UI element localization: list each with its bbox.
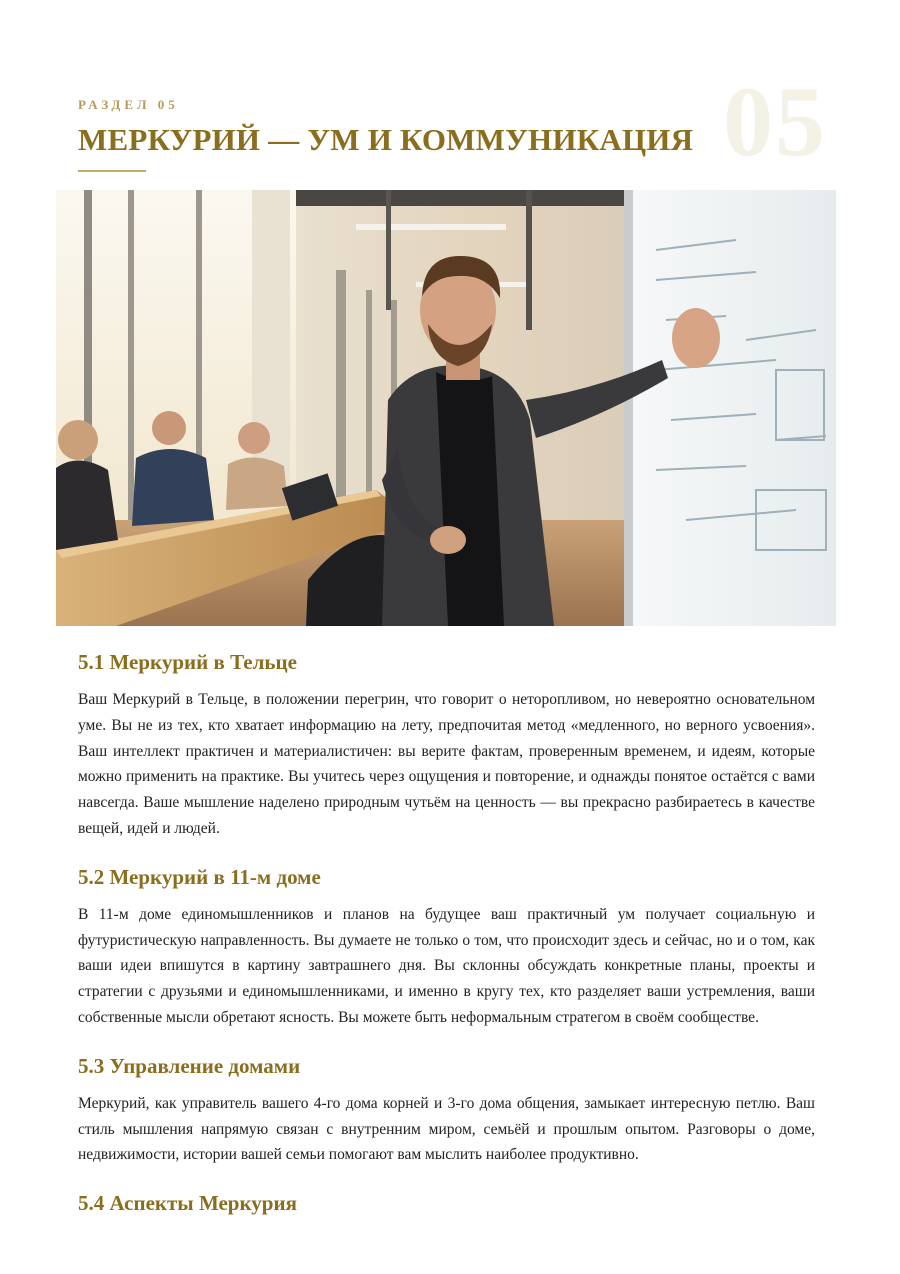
section-number-watermark: 05 — [723, 66, 827, 177]
section-5-2 — [78, 863, 815, 1031]
main-content — [78, 648, 815, 1238]
section-paragraph: В 11-м доме единомышленников и планов на будущее ваш практичный ум получает социальную и футуристическую направленность. Вы думаете не только о том, что происходит здесь и сейчас, но и о том, как ваши идеи впишутся в картину завтрашнего дня. Вы склонны обсуждать конкретные планы, проекты и стратегии с друзьями и единомышленниками, и именно в кругу тех, кто разделяет ваши устремления, ваши собственные мысли обретают ясность. Вы можете быть неформальным стратегом в своём сообществе. — [78, 905, 815, 1026]
page-title: МЕРКУРИЙ — УМ И КОММУНИКАЦИЯ — [78, 122, 694, 157]
section-heading: 5.1 Меркурий в Тельце — [78, 650, 297, 674]
title-underline — [78, 170, 146, 172]
section-heading: 5.3 Управление домами — [78, 1053, 301, 1078]
section-heading: 5.4 Аспекты Меркурия — [78, 1191, 297, 1216]
section-5-1 — [78, 648, 815, 842]
section-kicker: РАЗДЕЛ 05 — [78, 97, 179, 112]
section-paragraph: Меркурий, как управитель вашего 4-го дома корней и 3-го дома общения, замыкает интересную петлю. Ваш стиль мышления напрямую связан с внутренним миром, семьёй и прошлым опытом. Разговоры о доме, недвижимости, истории вашей семьи помогают вам мыслить наиболее продуктивно. — [78, 1094, 815, 1164]
section-heading: 5.2 Меркурий в 11-м доме — [78, 864, 321, 889]
section-5-3 — [78, 1052, 815, 1168]
hero-image — [56, 190, 836, 626]
office-presentation-illustration — [56, 190, 836, 626]
section-paragraph: Ваш Меркурий в Тельце, в положении перегрин, что говорит о неторопливом, но невероятно основательном уме. Вы не из тех, кто хватает информацию на лету, предпочитая метод «медленного, но верного усвоения». Ваш интеллект практичен и материалистичен: вы верите фактам, проверенным временем, и идеям, которые можно применить на практике. Вы учитесь через ощущения и повторение, и однажды понятое остаётся с вами навсегда. Ваше мышление наделено природным чутьём на ценность — вы прекрасно разбираетесь в качестве вещей, идей и людей. — [78, 691, 815, 837]
section-5-4 — [78, 1189, 815, 1217]
